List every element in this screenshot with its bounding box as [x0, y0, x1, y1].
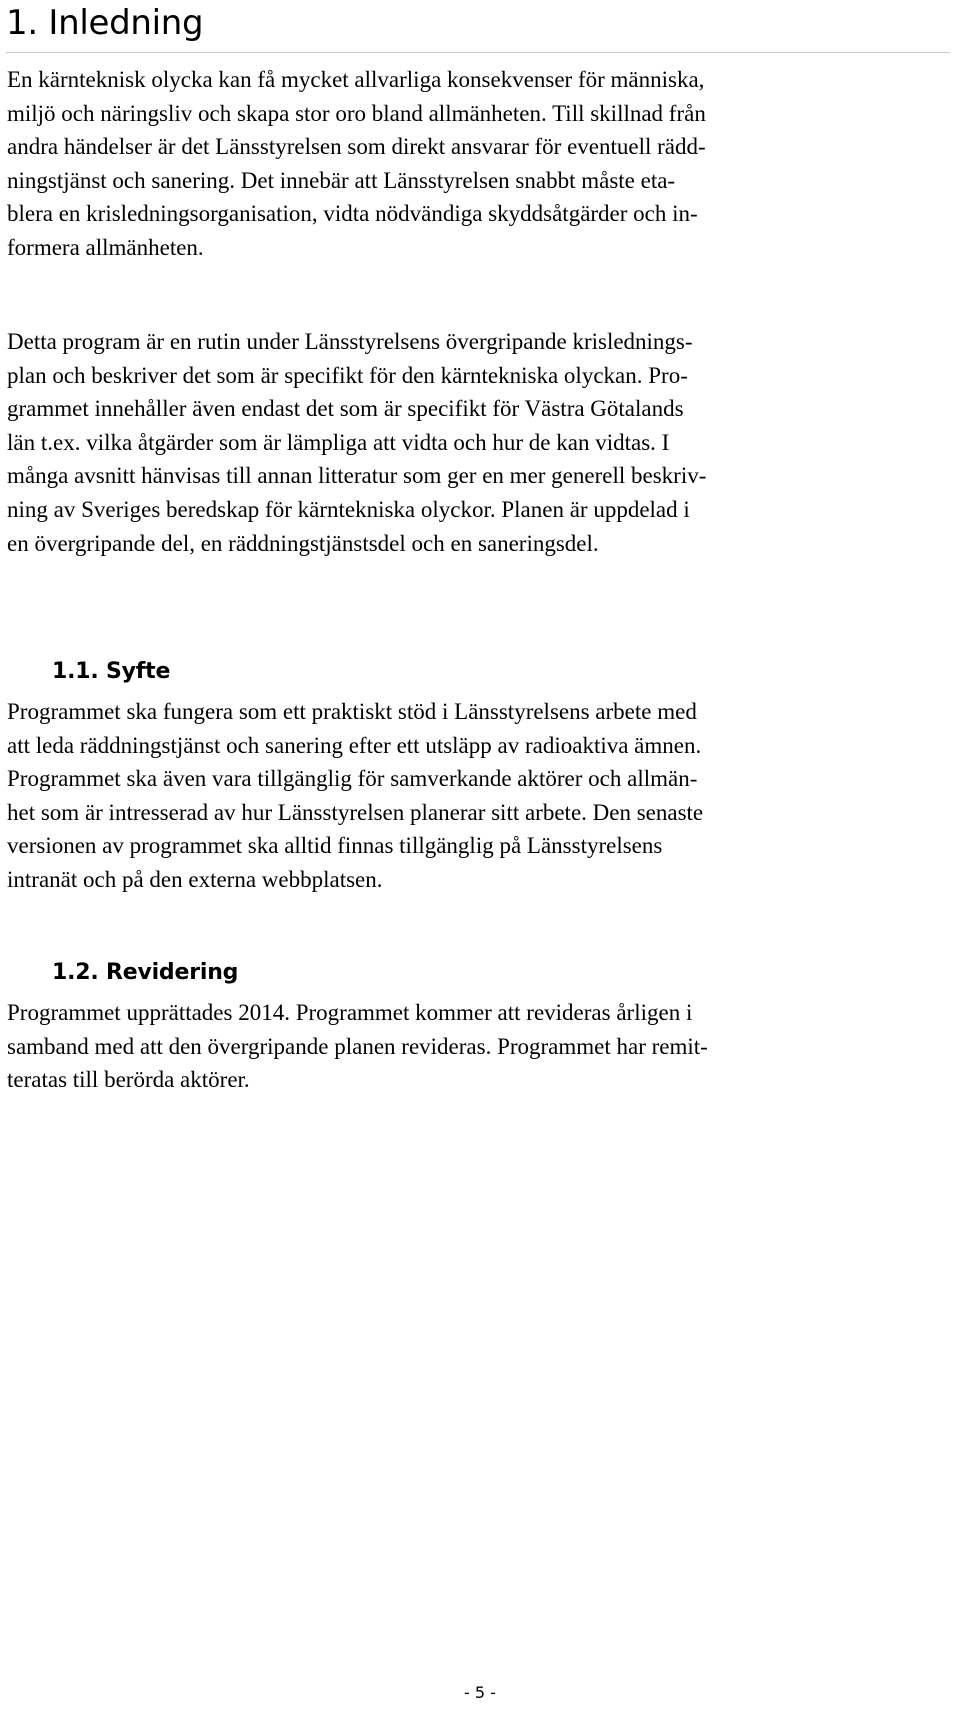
- text-line: miljö och näringsliv och skapa stor oro bland allmänheten. Till skillnad från: [7, 100, 706, 126]
- text-line: versionen av programmet ska alltid finnas tillgänglig på Länsstyrelsens: [7, 833, 663, 859]
- text-line: län t.ex. vilka åtgärder som är lämpliga att vidta och hur de kan vidtas. I: [7, 429, 670, 455]
- text-line: teratas till berörda aktörer.: [7, 1067, 250, 1093]
- text-line: En kärnteknisk olycka kan få mycket allvarliga konsekvenser för människa,: [7, 67, 705, 92]
- text-line: intranät och på den externa webbplatsen.: [7, 866, 383, 892]
- text-line: het som är intresserad av hur Länsstyrelsen planerar sitt arbete. Den senaste: [7, 799, 704, 825]
- section-heading-syfte: 1.1. Syfte: [52, 659, 171, 684]
- text-line: plan och beskriver det som är specifikt för den kärntekniska olyckan. Pro-: [7, 362, 688, 388]
- text-line: en övergripande del, en räddningstjänstsdel och en saneringsdel.: [7, 530, 599, 556]
- text-line: Programmet ska fungera som ett praktiskt stöd i Länsstyrelsens arbete med: [7, 699, 697, 724]
- intro-paragraph-1: [7, 63, 955, 265]
- text-line: många avsnitt hänvisas till annan litteratur som ger en mer generell beskriv-: [7, 463, 707, 489]
- page-title: 1. Inledning: [6, 3, 204, 43]
- text-line: blera en krisledningsorganisation, vidta nödvändiga skyddsåtgärder och in-: [7, 201, 698, 227]
- text-line: Programmet ska även vara tillgänglig för samverkande aktörer och allmän-: [7, 766, 698, 792]
- text-line: grammet innehåller även endast det som är specifikt för Västra Götalands: [7, 396, 684, 422]
- section-paragraph-revidering: [7, 996, 955, 1097]
- text-line: andra händelser är det Länsstyrelsen som direkt ansvarar för eventuell rädd-: [7, 134, 706, 160]
- intro-paragraph-2: [7, 325, 955, 560]
- heading-rule: [6, 52, 950, 53]
- page-number: - 5 -: [464, 1683, 496, 1702]
- text-line: ningstjänst och sanering. Det innebär att Länsstyrelsen snabbt måste eta-: [7, 167, 676, 193]
- text-line: Detta program är en rutin under Länsstyrelsens övergripande krislednings-: [7, 329, 693, 354]
- text-line: Programmet upprättades 2014. Programmet kommer att revideras årligen i: [7, 1000, 693, 1025]
- text-line: att leda räddningstjänst och sanering efter ett utsläpp av radioaktiva ämnen.: [7, 732, 702, 758]
- section-paragraph-syfte: [7, 695, 955, 897]
- text-line: formera allmänheten.: [7, 234, 204, 260]
- section-heading-revidering: 1.2. Revidering: [52, 960, 239, 985]
- text-line: ning av Sveriges beredskap för kärntekniska olyckor. Planen är uppdelad i: [7, 496, 690, 522]
- text-line: samband med att den övergripande planen revideras. Programmet har remit-: [7, 1033, 708, 1059]
